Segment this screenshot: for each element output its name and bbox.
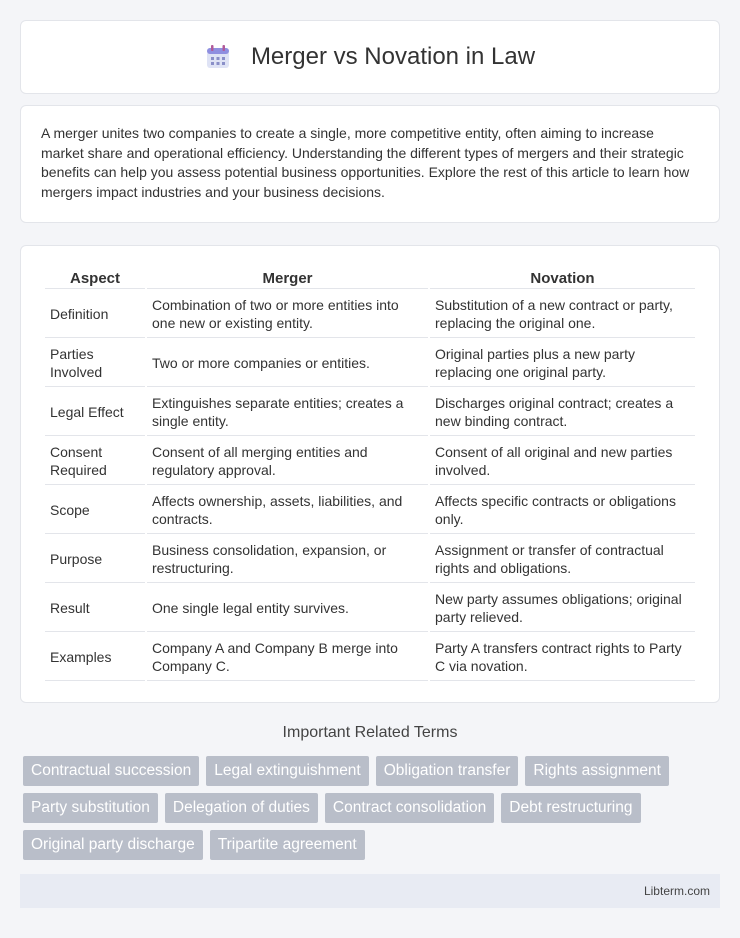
comparison-card: [20, 245, 720, 703]
aspect-cell: Examples: [45, 634, 145, 681]
page-title: Merger vs Novation in Law: [250, 43, 536, 70]
related-term-tag[interactable]: Delegation of duties: [165, 793, 318, 823]
merger-cell: Combination of two or more entities into one new or existing entity.: [147, 291, 428, 338]
related-term-tag[interactable]: Contractual succession: [23, 756, 199, 786]
column-header-novation: Novation: [430, 268, 695, 289]
intro-card: [20, 105, 720, 223]
merger-cell: One single legal entity survives.: [147, 585, 428, 632]
related-term-tag[interactable]: Rights assignment: [525, 756, 669, 786]
related-term-tag[interactable]: Original party discharge: [23, 830, 203, 860]
table-row: [45, 291, 695, 338]
calendar-icon: [205, 44, 231, 70]
novation-cell: Assignment or transfer of contractual rights and obligations.: [430, 536, 695, 583]
table-row: [45, 438, 695, 485]
novation-cell: Consent of all original and new parties involved.: [430, 438, 695, 485]
novation-cell: Substitution of a new contract or party, replacing the original one.: [430, 291, 695, 338]
table-row: [45, 634, 695, 681]
table-row: [45, 340, 695, 387]
merger-cell: Consent of all merging entities and regulatory approval.: [147, 438, 428, 485]
table-row: [45, 389, 695, 436]
aspect-cell: Consent Required: [45, 438, 145, 485]
aspect-cell: Purpose: [45, 536, 145, 583]
related-terms-list: [23, 756, 723, 860]
related-term-tag[interactable]: Legal extinguishment: [206, 756, 369, 786]
merger-cell: Company A and Company B merge into Company C.: [147, 634, 428, 681]
aspect-cell: Legal Effect: [45, 389, 145, 436]
column-header-merger: Merger: [147, 268, 428, 289]
comparison-table: [43, 266, 697, 683]
intro-text: A merger unites two companies to create a single, more competitive entity, often aiming to increase market share and operational efficiency. Understanding the different types of mergers and their strategic benefits can help you assess potential business opportunities. Explore the rest of this article to learn how mergers impact industries and your business decisions.: [41, 125, 690, 200]
novation-cell: Party A transfers contract rights to Party C via novation.: [430, 634, 695, 681]
merger-cell: Extinguishes separate entities; creates a single entity.: [147, 389, 428, 436]
related-term-tag[interactable]: Tripartite agreement: [210, 830, 365, 860]
related-term-tag[interactable]: Obligation transfer: [376, 756, 519, 786]
table-row: [45, 536, 695, 583]
related-term-tag[interactable]: Party substitution: [23, 793, 158, 823]
aspect-cell: Definition: [45, 291, 145, 338]
merger-cell: Business consolidation, expansion, or restructuring.: [147, 536, 428, 583]
related-term-tag[interactable]: Contract consolidation: [325, 793, 494, 823]
aspect-cell: Parties Involved: [45, 340, 145, 387]
aspect-cell: Scope: [45, 487, 145, 534]
footer: [20, 874, 720, 908]
table-header-row: [45, 268, 695, 289]
novation-cell: Affects specific contracts or obligations only.: [430, 487, 695, 534]
column-header-aspect: Aspect: [45, 268, 145, 289]
novation-cell: New party assumes obligations; original party relieved.: [430, 585, 695, 632]
footer-brand-link[interactable]: Libterm.com: [643, 884, 710, 898]
related-terms-title: Important Related Terms: [282, 724, 458, 741]
novation-cell: Original parties plus a new party replacing one original party.: [430, 340, 695, 387]
merger-cell: Two or more companies or entities.: [147, 340, 428, 387]
merger-cell: Affects ownership, assets, liabilities, and contracts.: [147, 487, 428, 534]
table-row: [45, 487, 695, 534]
related-term-tag[interactable]: Debt restructuring: [501, 793, 640, 823]
table-row: [45, 585, 695, 632]
aspect-cell: Result: [45, 585, 145, 632]
header-card: [20, 20, 720, 94]
novation-cell: Discharges original contract; creates a new binding contract.: [430, 389, 695, 436]
